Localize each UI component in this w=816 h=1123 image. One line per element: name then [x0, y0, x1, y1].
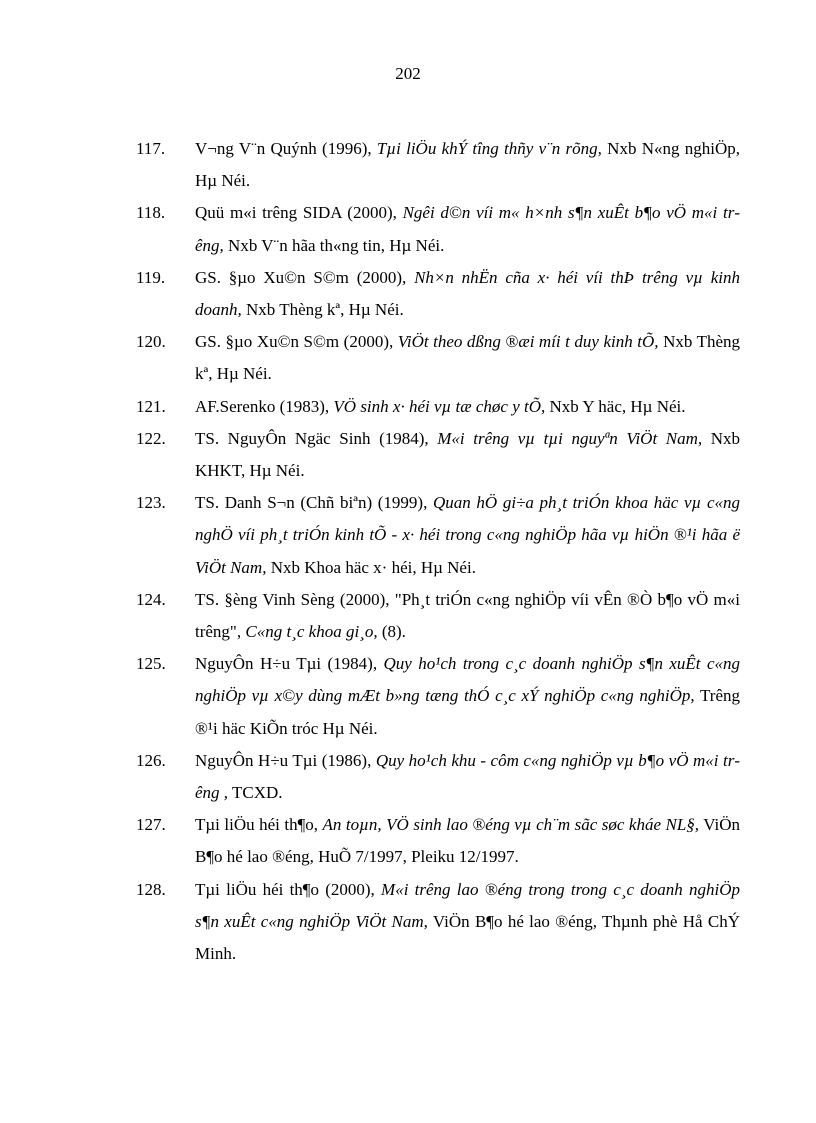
reference-item	[136, 133, 740, 197]
reference-publisher: Nxb Khoa häc x· héi, Hµ Néi.	[266, 557, 476, 577]
reference-authors: TS. NguyÔn Ngäc Sinh (1984),	[195, 428, 438, 448]
reference-number: 119 .	[136, 262, 165, 294]
reference-item	[136, 197, 740, 261]
reference-publisher: Nxb V¨n hãa th«ng tin, Hµ Néi.	[223, 235, 445, 255]
reference-item	[136, 745, 740, 809]
reference-authors: GS. §µo Xu©n S©m (2000),	[195, 267, 415, 287]
page-number: 202	[395, 64, 421, 83]
reference-publisher: Nxb KHKT, Hµ Néi.	[195, 428, 740, 481]
reference-item	[136, 874, 740, 971]
reference-authors: GS. §µo Xu©n S©m (2000),	[195, 332, 398, 352]
reference-title: C«ng t¸c khoa gi¸o,	[245, 622, 378, 642]
reference-title: VÖ sinh x· héi vµ tæ chøc y tÕ,	[333, 396, 546, 416]
reference-title: Quy ho¹ch trong c¸c doanh nghiÖp s¶n xuÊt c«ng nghiÖp vµ x©y dùng mÆt b»ng tæng thÓ c¸c xÝ nghiÖp c«ng nghiÖp,	[195, 654, 740, 706]
reference-authors: TS. §èng Vinh Sèng (2000), "Ph¸t triÓn c«ng nghiÖp víi vÊn ®Ò b¶o vÖ m«i trêng",	[195, 589, 740, 642]
reference-number: 121 .	[136, 391, 166, 423]
reference-list	[136, 133, 740, 970]
reference-authors: Tµi liÖu héi th¶o (2000),	[195, 879, 382, 899]
reference-publisher: TCXD.	[228, 783, 283, 803]
reference-publisher: Nxb Thèng kª, Hµ Néi.	[195, 332, 740, 384]
reference-number: 125 .	[136, 648, 166, 680]
reference-number: 126 .	[136, 745, 166, 777]
reference-number: 123 .	[136, 487, 166, 519]
reference-publisher: Trêng ®¹i häc KiÕn tróc Hµ Néi.	[195, 686, 741, 738]
reference-authors: AF.Serenko (1983),	[195, 396, 334, 416]
reference-item	[136, 326, 740, 390]
reference-authors: V¬ng V¨n Quýnh (1996),	[195, 139, 377, 158]
reference-title: Tµi liÖu khÝ tîng thñy v¨n rõng,	[376, 139, 602, 158]
reference-publisher: (8).	[377, 622, 406, 642]
reference-number: 128 .	[136, 874, 166, 906]
reference-item	[136, 584, 740, 648]
reference-item	[136, 809, 740, 873]
reference-number: 118 .	[136, 197, 165, 229]
reference-authors: Tµi liÖu héi th¶o,	[195, 815, 323, 835]
reference-item	[136, 423, 740, 487]
reference-authors: NguyÔn H÷u Tµi (1984),	[195, 654, 384, 674]
reference-authors: Quü m«i trêng SIDA (2000),	[195, 203, 403, 223]
reference-title: Quan hÖ gi÷a ph¸t triÓn khoa häc vµ c«ng nghÖ víi ph¸t triÓn kinh tÕ - x· héi trong c«ng nghiÖp hãa vµ hiÖn ®¹i hãa ë ViÖt Nam,	[195, 493, 740, 577]
reference-title: Ngêi d©n víi m« h×nh s¶n xuÊt b¶o vÖ m«i trêng,	[195, 203, 740, 255]
reference-publisher: Nxb N«ng nghiÖp, Hµ Néi.	[195, 139, 740, 191]
reference-number: 122 .	[136, 423, 166, 455]
reference-item	[136, 391, 740, 423]
reference-title: Nh×n nhËn cña x· héi víi thÞ trêng vµ kinh doanh,	[195, 267, 741, 320]
reference-publisher: Nxb Y häc, Hµ Néi.	[545, 396, 686, 416]
reference-title: M«i trêng lao ®éng trong trong c¸c doanh nghiÖp s¶n xuÊt c«ng nghiÖp ViÖt Nam,	[195, 879, 740, 931]
reference-publisher: Nxb Thèng kª, Hµ Néi.	[241, 300, 404, 320]
reference-item	[136, 648, 740, 745]
reference-title: Quy ho¹ch khu - côm c«ng nghiÖp vµ b¶o vÖ m«i trêng ,	[195, 750, 741, 803]
reference-number: 127 .	[136, 809, 166, 841]
reference-title: ViÖt theo dßng ®æi míi t duy kinh tÕ,	[397, 332, 659, 352]
reference-publisher: ViÖn B¶o hé lao ®éng, Thµnh phè Hå ChÝ Minh.	[195, 911, 740, 964]
reference-number: 124 .	[136, 584, 166, 616]
reference-title: M«i trêng vµ tµi nguyªn ViÖt Nam,	[437, 428, 703, 448]
reference-number: 117 .	[136, 133, 165, 165]
reference-title: An toµn, VÖ sinh lao ®éng vµ ch¨m sãc søc kháe NL§,	[322, 815, 700, 835]
reference-authors: NguyÔn H÷u Tµi (1986),	[195, 750, 376, 770]
reference-authors: TS. Danh S¬n (Chñ biªn) (1999),	[195, 493, 433, 513]
reference-number: 120 .	[136, 326, 166, 358]
reference-item	[136, 487, 740, 584]
reference-publisher: ViÖn B¶o hé lao ®éng, HuÕ 7/1997, Pleiku 12/1997.	[195, 815, 740, 867]
reference-item	[136, 262, 740, 326]
